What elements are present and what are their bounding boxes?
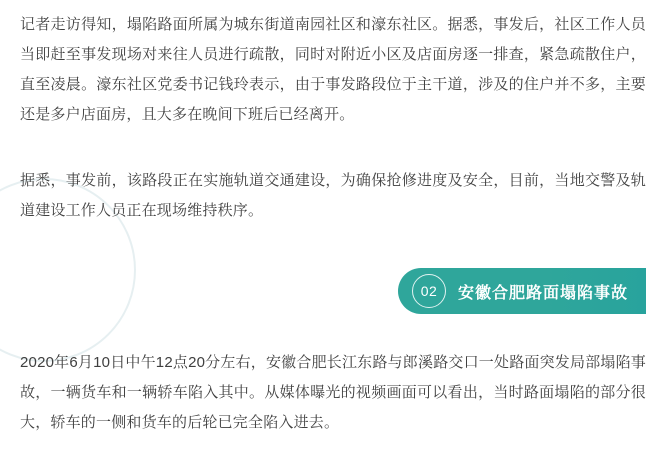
paragraph-2: 据悉，事发前，该路段正在实施轨道交通建设，为确保抢修进度及安全，目前，当地交警及轨道建设工作人员正在现场维持秩序。	[20, 172, 646, 219]
section-title: 安徽合肥路面塌陷事故	[457, 284, 628, 302]
section-header	[20, 268, 646, 314]
paragraph-3: 2020年6月10日中午12点20分左右，安徽合肥长江东路与郎溪路交口一处路面突发局部塌陷事故，一辆货车和一辆轿车陷入其中。从媒体曝光的视频画面可以看出，当时路面塌陷的部分很大，轿车的一侧和货车的后轮已完全陷入进去。	[20, 354, 646, 431]
paragraph-1: 记者走访得知，塌陷路面所属为城东街道南园社区和濠东社区。据悉，事发后，社区工作人员当即赶至事发现场对来往人员进行疏散，同时对附近小区及店面房逐一排查，紧急疏散住户，直至凌晨。濠东社区党委书记钱玲表示，由于事发路段位于主干道，涉及的住户并不多，主要还是多户店面房，且大多在晚间下班后已经离开。	[20, 16, 646, 123]
section-number-badge: 02	[412, 274, 446, 308]
section-banner	[398, 268, 646, 314]
